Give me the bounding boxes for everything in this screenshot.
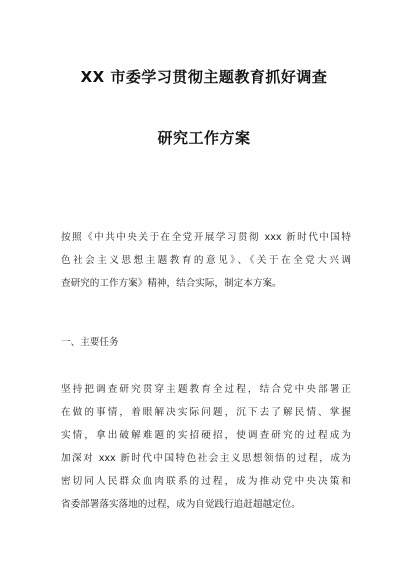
main-tasks-line: 加深对 xxx 新时代中国特色社会主义思想领悟的过程，成为 — [61, 453, 351, 464]
main-tasks-line: 密切同人民群众血肉联系的过程，成为推动党中央决策和 — [61, 476, 351, 487]
intro-line: 查研究的工作方案》精神，结合实际，制定本方案。 — [61, 278, 282, 289]
document-title-line-2: 研究工作方案 — [157, 129, 251, 147]
main-tasks-paragraph — [61, 378, 351, 516]
main-tasks-line: 省委部署落实落地的过程，成为自觉践行追赶超越定位。 — [61, 499, 301, 510]
intro-line: 按照《中共中央关于在全党开展学习贯彻 xxx 新时代中国特 — [61, 232, 351, 243]
section-heading-main-tasks: 一、主要任务 — [61, 337, 119, 348]
main-tasks-line: 在做的事情，着眼解决实际问题，沉下去了解民情、掌握 — [61, 407, 351, 418]
document-title-line-1: XX 市委学习贯彻主题教育抓好调查 — [80, 68, 328, 86]
main-tasks-line: 坚持把调查研究贯穿主题教育全过程，结合党中央部署正 — [61, 384, 351, 395]
intro-paragraph — [61, 226, 351, 295]
intro-line: 色社会主义思想主题教育的意见》、《关于在全党大兴调 — [61, 255, 351, 266]
main-tasks-line: 实情，拿出破解难题的实招硬招，使调查研究的过程成为 — [61, 430, 351, 441]
